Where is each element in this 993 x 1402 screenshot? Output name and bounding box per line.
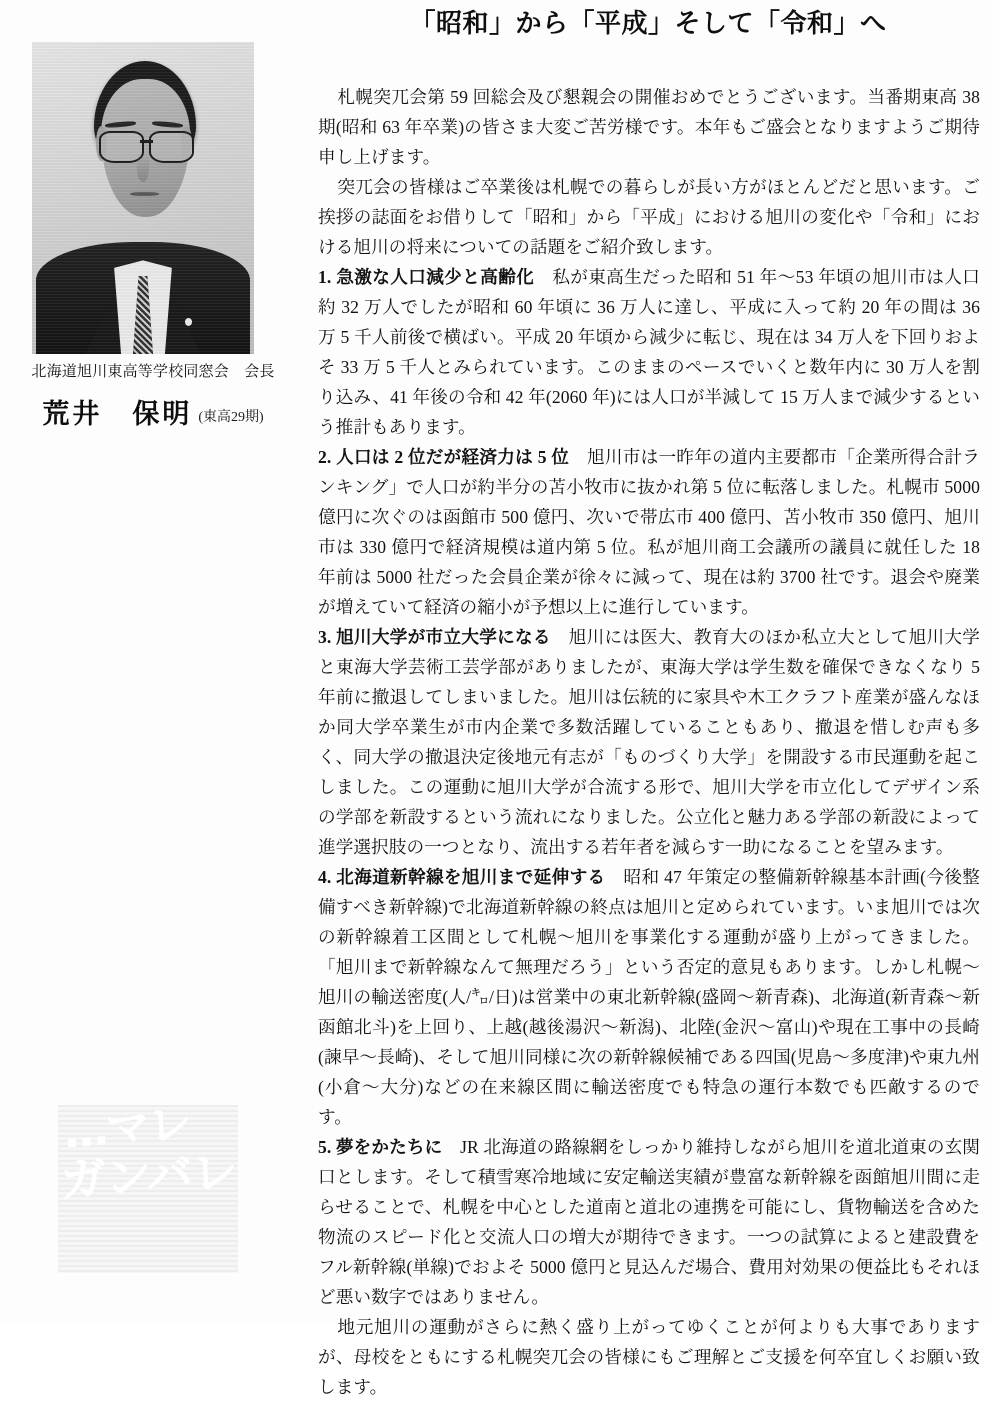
section-heading-2: 2. 人口は 2 位だが経済力は 5 位 <box>318 447 570 467</box>
paragraph-text: 昭和 47 年策定の整備新幹線基本計画(今後整備すべき新幹線)で北海道新幹線の終点は旭川と定められています。いま旭川では次の新幹線着工区間として札幌〜旭川を事業化する運動が盛り上がってきました。「旭川まで新幹線なんて無理だろう」という否定的意見もあります。しかし札幌〜旭川の輸送密度(人/㌔/日)は営業中の東北新幹線(盛岡〜新青森)、北海道(新青森〜新函館北斗)を上回り、上越(越後湯沢〜新潟)、北陸(金沢〜富山)や現在工事中の長崎(諫早〜長崎)、そして旭川同様に次の新幹線候補である四国(児島〜多度津)や東九州(小倉〜大分)などの在来線区間に輸送密度でも特急の運行本数でも匹敵するのです。 <box>318 867 980 1127</box>
paragraph-section-5 <box>318 1132 980 1312</box>
paragraph-greeting-2 <box>318 172 980 262</box>
photo-nose <box>137 154 148 182</box>
paragraph-text: 地元旭川の運動がさらに熱く盛り上がってゆくことが何よりも大事でありますが、母校をともにする札幌突兀会の皆様にもご理解とご支援を何卒宜しくお願い致します。 <box>318 1317 980 1397</box>
paragraph-section-4 <box>318 862 980 1132</box>
photo-caption-name-row <box>20 392 286 431</box>
ganbare-brush-line-1: …マレ <box>62 1098 192 1159</box>
photo-glasses-bridge <box>140 140 153 143</box>
photo-mouth <box>130 192 159 196</box>
paragraph-greeting-1 <box>318 82 980 172</box>
paragraph-text: 私が東高生だった昭和 51 年〜53 年頃の旭川市は人口約 32 万人でしたが昭和 60 年頃に 36 万人に達し、平成に入って約 20 年の間は 36 万 5 千人前後で横ばい。平成 20 年頃から減少に転じ、現在は 34 万人を下回りおよそ 33 万 5 千人とみられています。このままのペースでいくと数年内に 30 万人を割り込み、41 年後の令和 42 年(2060 年)には人口が半減して 15 万人まで減少するという推計もあります。 <box>318 267 980 437</box>
ganbare-brush-line-2: ガンバレ <box>58 1144 239 1208</box>
paragraph-section-1 <box>318 262 980 442</box>
section-heading-4: 4. 北海道新幹線を旭川まで延伸する <box>318 867 606 887</box>
body-text-column <box>318 82 980 1402</box>
portrait-photo <box>32 42 254 354</box>
page-title: 「昭和」から「平成」そして「令和」へ <box>409 9 887 38</box>
photo-caption-organization: 北海道旭川東高等学校同窓会 会長 <box>31 364 275 380</box>
photo-caption-name: 荒井 保明 <box>42 399 193 429</box>
paragraph-section-2 <box>318 442 980 622</box>
section-heading-5: 5. 夢をかたちに <box>318 1137 443 1157</box>
paragraph-section-3 <box>318 622 980 862</box>
paragraph-text: 旭川市は一昨年の道内主要都市「企業所得合計ランキング」で人口が約半分の苫小牧市に抜かれ第 5 位に転落しました。札幌市 5000 億円に次ぐのは函館市 500 億円、次いで帯広市 400 億円、苫小牧市 350 億円、旭川市は 330 億円で経済規模は道内第 5 位。私が旭川商工会議所の議員に就任した 18 年前は 5000 社だった会員企業が徐々に減って、現在は約 3700 社です。退会や廃業が増えていて経済の縮小が予想以上に進行しています。 <box>318 447 980 617</box>
photo-lens-right <box>149 131 194 163</box>
paragraph-text: JR 北海道の路線網をしっかり維持しながら旭川を道北道東の玄関口とします。そして積雪寒冷地域に安定輸送実績が豊富な新幹線を函館旭川間に走らせることで、札幌を中心とした道南と道北の連携を可能にし、貨物輸送を含めた物流のスピード化と交流人口の増大が期待できます。一つの試算によると建設費をフル新幹線(単線)でおよそ 5000 億円と見込んだ場合、費用対効果の便益比もそれほど悪い数字ではありません。 <box>318 1137 980 1307</box>
section-heading-1: 1. 急激な人口減少と高齢化 <box>318 267 535 287</box>
paragraph-text: 札幌突兀会第 59 回総会及び懇親会の開催おめでとうございます。当番期東高 38 期(昭和 63 年卒業)の皆さま大変ご苦労様です。本年もご盛会となりますようご期待申し上げます。 <box>318 87 980 167</box>
section-heading-3: 3. 旭川大学が市立大学になる <box>318 627 551 647</box>
paragraph-closing <box>318 1312 980 1402</box>
paragraph-text: 突兀会の皆様はご卒業後は札幌での暮らしが長い方がほとんどだと思います。ご挨拶の誌面をお借りして「昭和」から「平成」における旭川の変化や「令和」における旭川の将来についての話題をご紹介致します。 <box>318 177 980 257</box>
ganbare-graphic <box>58 1098 239 1273</box>
photo-caption-class: (東高29期) <box>198 410 264 425</box>
left-column <box>0 0 300 1325</box>
paragraph-text: 旭川には医大、教育大のほか私立大として旭川大学と東海大学芸術工芸学部がありましたが、東海大学は学生数を確保できなくなり 5 年前に撤退してしまいました。旭川は伝統的に家具や木工クラフト産業が盛んなほか同大学卒業生が市内企業で多数活躍していることもあり、撤退を惜しむ声も多く、同大学の撤退決定後地元有志が「ものづくり大学」を開設する市民運動を起こしました。この運動に旭川大学が合流する形で、旭川大学を市立化してデザイン系の学部を新設するという流れになりました。公立化と魅力ある学部の新設によって進学選択肢の一つとなり、流出する若年者を減らす一助になることを望みます。 <box>318 627 980 857</box>
